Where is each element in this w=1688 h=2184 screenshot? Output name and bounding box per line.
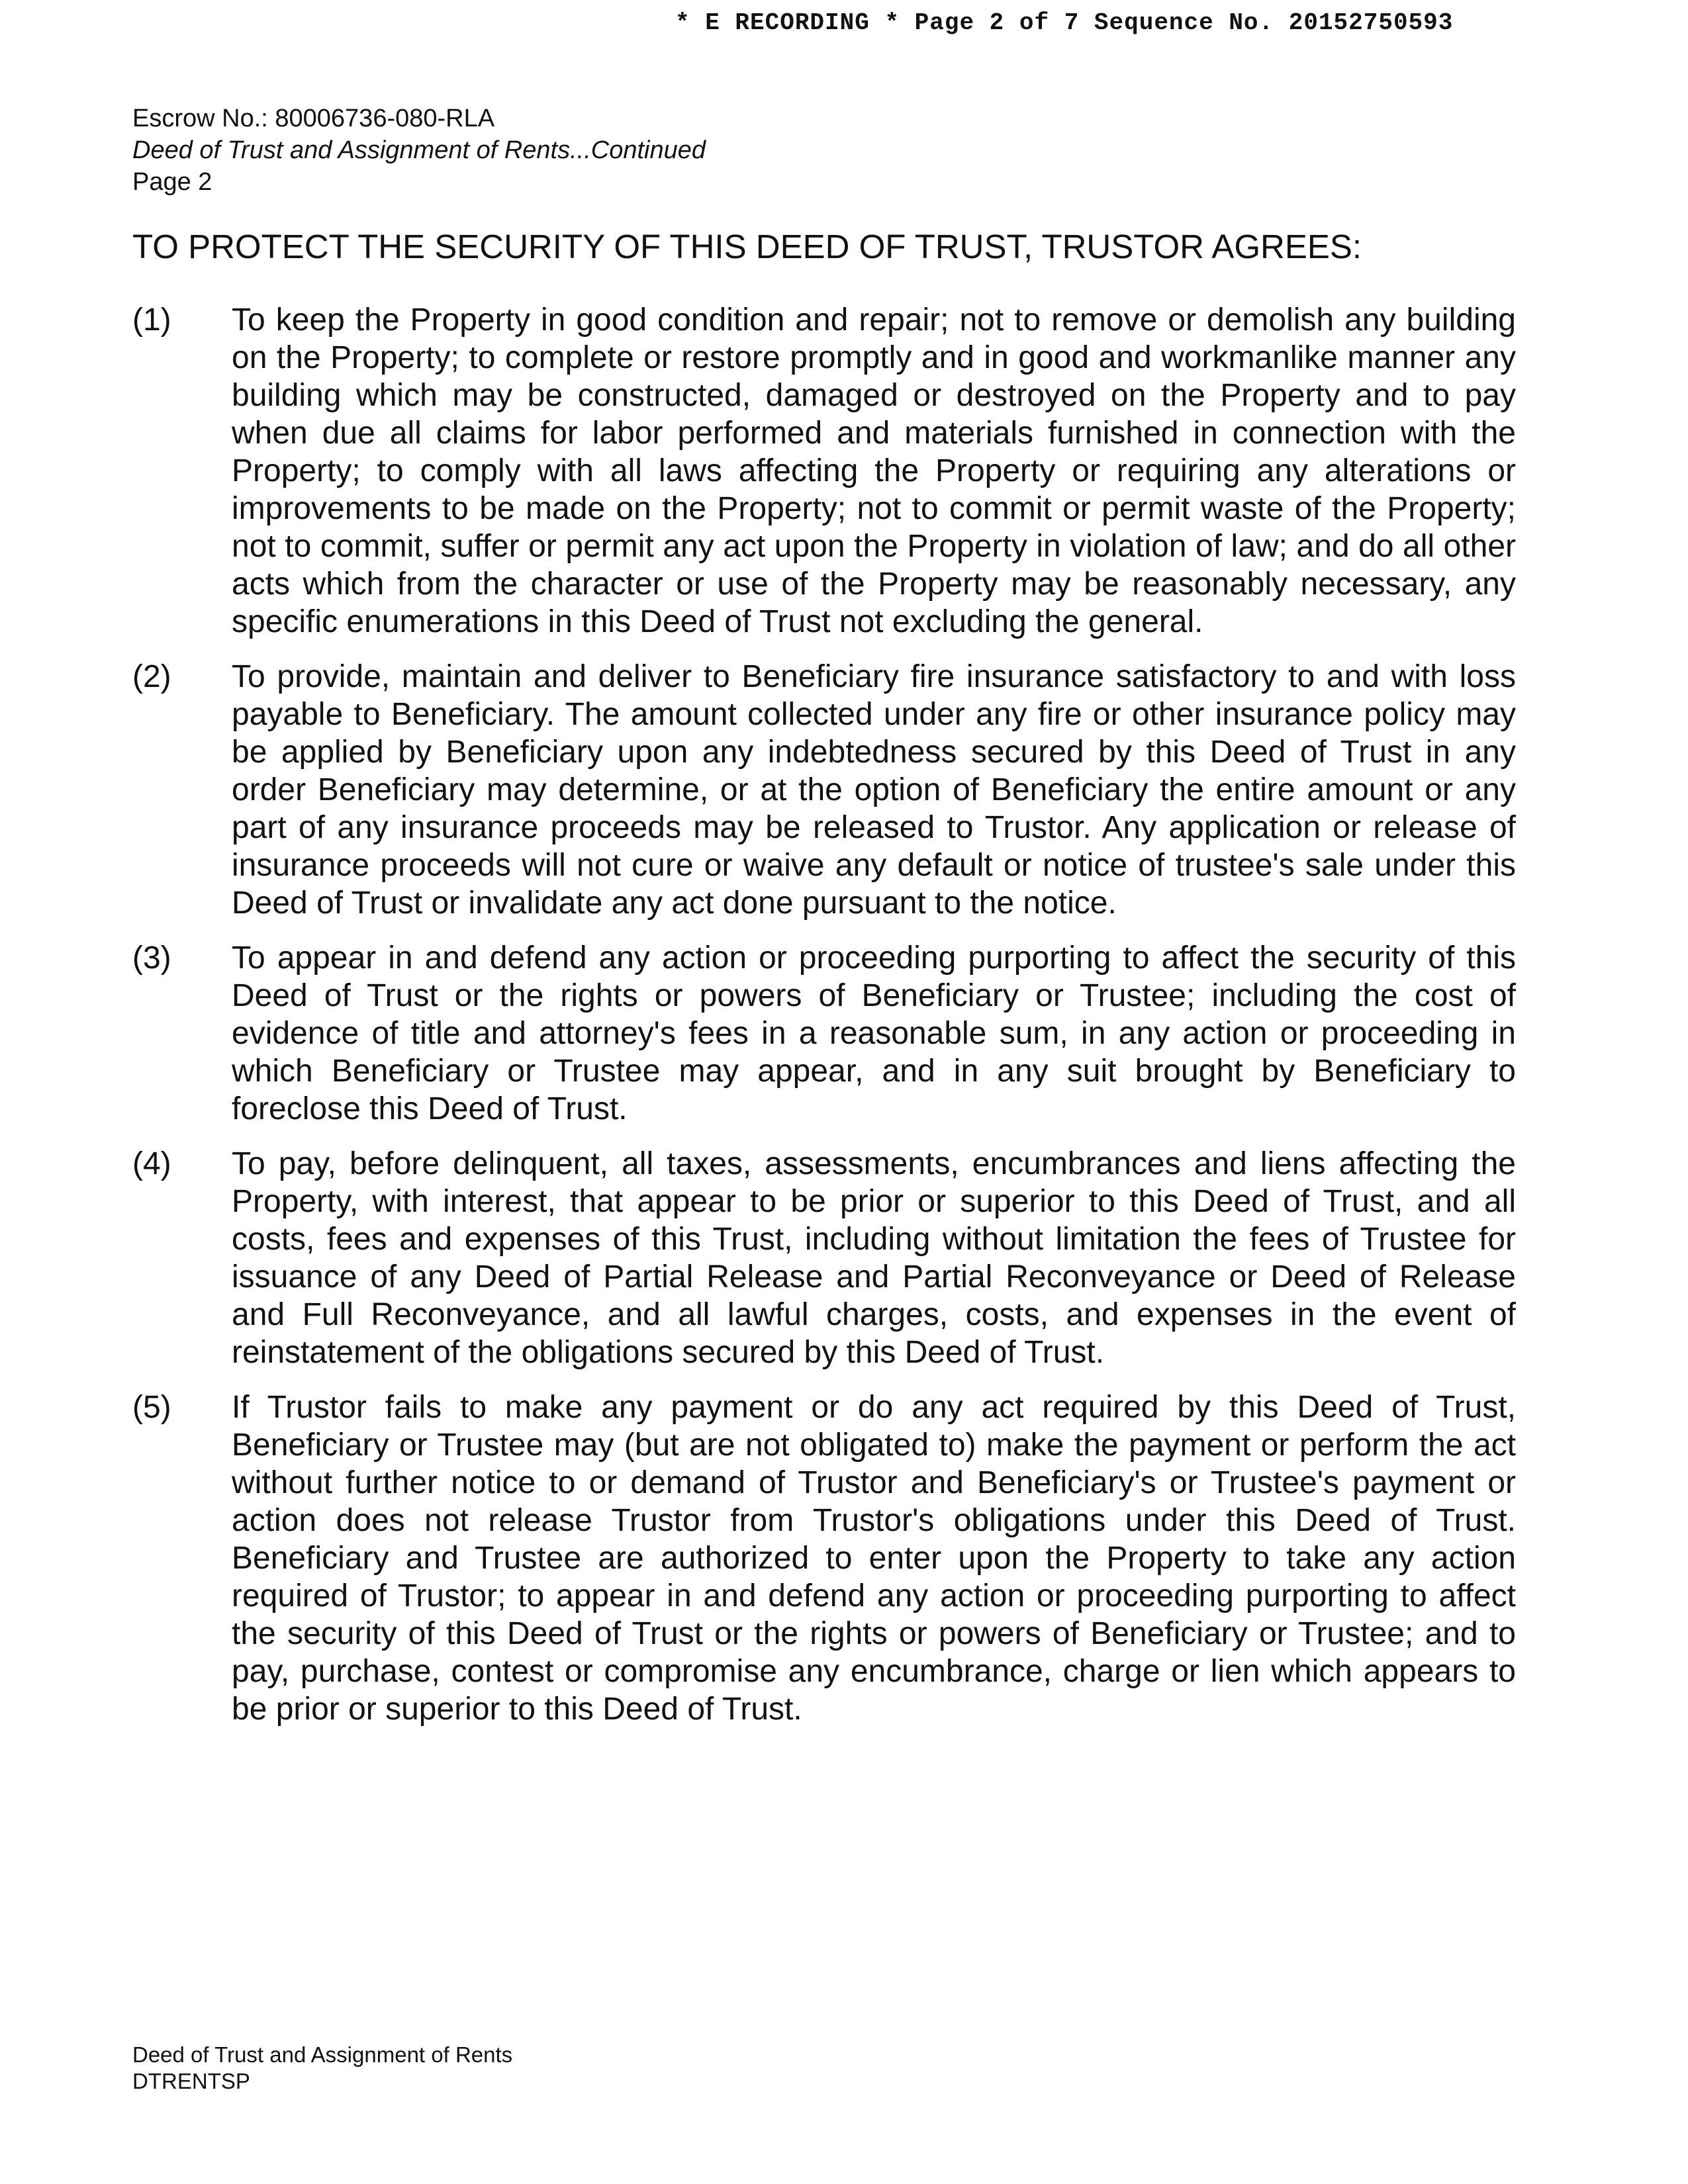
clause-3 bbox=[132, 939, 1523, 1128]
section-heading: TO PROTECT THE SECURITY OF THIS DEED OF TRUST, TRUSTOR AGREES: bbox=[132, 228, 1362, 265]
document-header bbox=[132, 103, 927, 198]
recording-stamp: * E RECORDING * Page 2 of 7 Sequence No. 20152750593 bbox=[675, 9, 1454, 36]
clause-text: If Trustor fails to make any payment or do any act required by this Deed of Trust, Beneficiary or Trustee may (but are not obligated to) make the payment or perform the act without further notice to or demand of Trustor and Beneficiary's or Trustee's payment or action does not release Trustor from Trustor's obligations under this Deed of Trust. Beneficiary and Trustee are authorized to enter upon the Property to take any action required of Trustor; to appear in and defend any action or proceeding purporting to affect the security of this Deed of Trust or the rights or powers of Beneficiary or Trustee; and to pay, purchase, contest or compromise any encumbrance, charge or lien which appears to be prior or superior to this Deed of Trust. bbox=[232, 1390, 1516, 1727]
footer-code: DTRENTSP bbox=[132, 2069, 250, 2093]
clause-4 bbox=[132, 1145, 1523, 1371]
clause-number: (2) bbox=[132, 659, 171, 694]
clause-1 bbox=[132, 301, 1523, 641]
clause-text: To provide, maintain and deliver to Beneficiary fire insurance satisfactory to and with loss payable to Beneficiary. The amount collected under any fire or other insurance policy may be applied by Beneficiary upon any indebtedness secured by this Deed of Trust in any order Beneficiary may determine, or at the option of Beneficiary the entire amount or any part of any insurance proceeds may be released to Trustor. Any application or release of insurance proceeds will not cure or waive any default or notice of trustee's sale under this Deed of Trust or invalidate any act done pursuant to the notice. bbox=[232, 659, 1516, 921]
clause-number: (4) bbox=[132, 1146, 171, 1181]
clause-text: To keep the Property in good condition and repair; not to remove or demolish any building on the Property; to complete or restore promptly and in good and workmanlike manner any building which may be constructed, damaged or destroyed on the Property and to pay when due all claims for labor performed and materials furnished in connection with the Property; to comply with all laws affecting the Property or requiring any alterations or improvements to be made on the Property; not to commit or permit waste of the Property; not to commit, suffer or permit any act upon the Property in violation of law; and do all other acts which from the character or use of the Property may be reasonably necessary, any specific enumerations in this Deed of Trust not excluding the general. bbox=[232, 302, 1516, 639]
clause-5 bbox=[132, 1388, 1523, 1728]
page-number: Page 2 bbox=[132, 168, 212, 196]
clause-number: (1) bbox=[132, 302, 171, 338]
clause-text: To appear in and defend any action or proceeding purporting to affect the security of this Deed of Trust or the rights or powers of Beneficiary or Trustee; including the cost of evidence of title and attorney's fees in a reasonable sum, in any action or proceeding in which Beneficiary or Trustee may appear, and in any suit brought by Beneficiary to foreclose this Deed of Trust. bbox=[232, 940, 1516, 1126]
clause-number: (5) bbox=[132, 1390, 171, 1425]
clause-number: (3) bbox=[132, 940, 171, 976]
document-subtitle: Deed of Trust and Assignment of Rents...Continued bbox=[132, 136, 706, 164]
clause-2 bbox=[132, 658, 1523, 922]
clause-list bbox=[132, 301, 1523, 1745]
clause-text: To pay, before delinquent, all taxes, assessments, encumbrances and liens affecting the Property, with interest, that appear to be prior or superior to this Deed of Trust, and all costs, fees and expenses of this Trust, including without limitation the fees of Trustee for issuance of any Deed of Partial Release and Partial Reconveyance or Deed of Release and Full Reconveyance, and all lawful charges, costs, and expenses in the event of reinstatement of the obligations secured by this Deed of Trust. bbox=[232, 1146, 1516, 1370]
escrow-number: Escrow No.: 80006736-080-RLA bbox=[132, 105, 495, 132]
footer-title: Deed of Trust and Assignment of Rents bbox=[132, 2042, 513, 2067]
document-footer bbox=[132, 2042, 728, 2095]
